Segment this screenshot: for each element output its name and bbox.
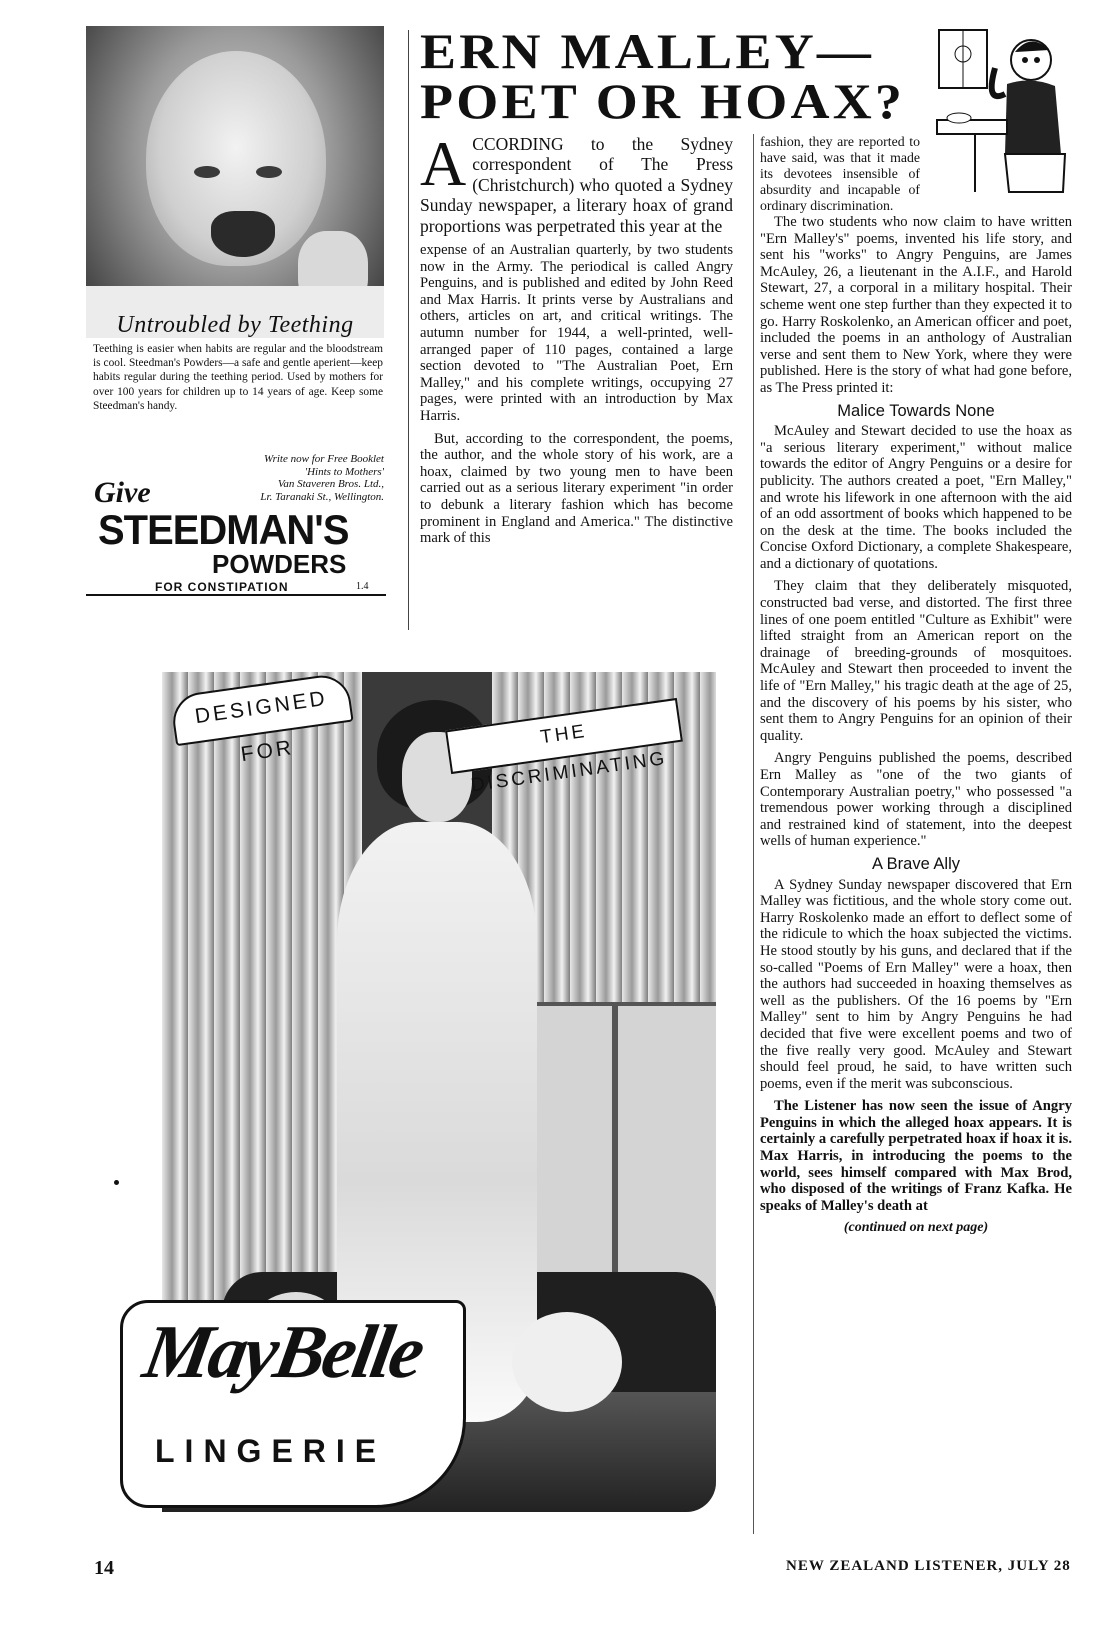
- column-divider: [753, 134, 754, 1534]
- publication-footer: NEW ZEALAND LISTENER, JULY 28: [786, 1558, 1071, 1574]
- steedman-code: 1.4: [356, 581, 369, 592]
- banner-the-discriminating: THE DISCRIMINATING: [445, 698, 683, 774]
- article-paragraph: They claim that they deliberately misquoted, constructed bad verse, and distorted. The first three lines of one poem entitled "Culture as Exhibit" were lifted straight from an American report on the drainage of breeding-grounds of mosquitoes. McAuley and Stewart then proceeded to invent the life of "Ern Malley," his tragic death at the age of 25, and the discovery of his poems by his sister, who sent them to Angry Penguins for an opinion of their quality.: [760, 578, 1072, 744]
- steedman-for-constipation: FOR CONSTIPATION: [155, 580, 289, 594]
- steedman-powders: POWDERS: [212, 549, 347, 579]
- article-lead: CCORDING to the Sydney correspondent of The Press (Christchurch) who quoted a Sydney Sunday newspaper, a literary hoax of grand proportions was perpetrated this year at the: [420, 134, 733, 236]
- maybelle-script: MayBelle: [137, 1310, 429, 1394]
- steedman-booklet: Write now for Free Booklet 'Hints to Mothers' Van Staveren Bros. Ltd., Lr. Taranaki St., Wellington.: [260, 453, 384, 503]
- banner-designed-for: DESIGNED FOR: [169, 672, 353, 746]
- article-paragraph: But, according to the correspondent, the poems, the author, and the whole story of his work, are a hoax, claimed by two young men to have been carried out as a serious literary experiment "in order to debunk a literary fashion which has become prominent in England and America." The distinctive mark of this: [420, 430, 733, 547]
- article-paragraph: Angry Penguins published the poems, described Ern Malley as "one of the two giants of Contemporary Australian poetry," who possessed "a tremendous power working through a disciplined and restrained kind of statement, into the deepest wells of human experience.": [760, 750, 1072, 850]
- article-headline: ERN MALLEY— POET OR HOAX?: [420, 23, 906, 129]
- subhead-a-brave-ally: A Brave Ally: [871, 854, 961, 873]
- continued-note: (continued on next page): [843, 1220, 989, 1236]
- subhead-malice-towards-none: Malice Towards None: [837, 401, 995, 420]
- article-continuation: fashion, they are reported to have said, was that it made its devotees insensible of absurdity and incapable of ordinary discrimination.: [760, 134, 920, 213]
- steedman-tagline: Untroubled by Teething: [116, 312, 354, 338]
- column-divider: [408, 30, 409, 630]
- drop-cap: A: [420, 128, 467, 199]
- article-paragraph: A Sydney Sunday newspaper discovered that Ern Malley was fictitious, and the whole story come out. Harry Roskolenko made an effort to deflect some of the ridicule to which the hoax subjected the victims. He stood stoutly by his guns, and declared that if the so-called "Poems of Ern Malley" were a hoax, then the authors had succeeded in hoaxing themselves as well as the publishers. Of the 16 poems by "Ern Malley" sent to him by Angry Penguins he had decided that five were excellent poems and two of the five really very good. McAuley and Stewart should feel proud, he said, to have written such poems, even if the merit was subconscious.: [760, 876, 1072, 1092]
- maybelle-logo: [120, 1300, 466, 1508]
- dot-mark: [114, 1180, 119, 1185]
- steedman-brand: STEEDMAN'S: [98, 506, 349, 553]
- article-column-1: [420, 128, 733, 553]
- baby-photo: [86, 26, 384, 338]
- article-column-2: [760, 214, 1072, 1237]
- article-paragraph: The Listener has now seen the issue of Angry Penguins in which the alleged hoax appears. It is certainly a carefully perpetrated hoax if hoax it is. Max Harris, in introducing the poems to the world, sees himself compared with Max Brod, who disposed of the writings of Franz Kafka. He speaks of Malley's death at: [760, 1098, 1072, 1214]
- lingerie-wordmark: LINGERIE: [155, 1433, 387, 1469]
- page-number: 14: [94, 1557, 114, 1579]
- article-paragraph: McAuley and Stewart decided to use the hoax as "a serious literary experiment," without malice towards the editor of Angry Penguins or a desire for publicity. The authors created a poet, "Ern Malley," and wrote his lifework in one afternoon with the aid of an odd assortment of books which happened to be on the desk at the time. The books included the Concise Oxford Dictionary, a complete Shakespeare, and a dictionary of quotations.: [760, 423, 1072, 572]
- steedman-body: Teething is easier when habits are regular and the bloodstream is cool. Steedman's Powders—a safe and gentle aperient—keep habits regular during the teething period. Used by mothers for over 100 years for children up to 14 years of age. Keep some Steedman's handy.: [93, 343, 383, 412]
- article-paragraph: expense of an Australian quarterly, by two students now in the Army. The periodical is called Angry Penguins, and is published and edited by John Reed and Max Harris. It prints verse by Australians and others, articles on art, and critical writings. The autumn number for 1944, a well-printed, well-arranged paper of 110 pages, contained a large section devoted to "The Australian Poet, Ern Malley," and his complete writings, occupying 27 pages, were printed with an introduction by Max Harris.: [420, 242, 733, 424]
- article-paragraph: The two students who now claim to have written "Ern Malley's" poems, invented his life story, and sent his "works" to Angry Penguins, are James McAuley, 26, a lieutenant in the A.I.F., and Harold Stewart, 27, a corporal in a military hospital. Their scheme went one step further than they expected it to go. Harry Roskolenko, an American officer and poet, included the poems in an anthology of Australian verse and sent them to New York, where they were published. Here is the story of what had gone before, as The Press printed it:: [760, 214, 1072, 396]
- man-on-telephone-illustration: [935, 24, 1075, 196]
- divider: [86, 594, 386, 596]
- steedman-give: Give: [94, 476, 151, 509]
